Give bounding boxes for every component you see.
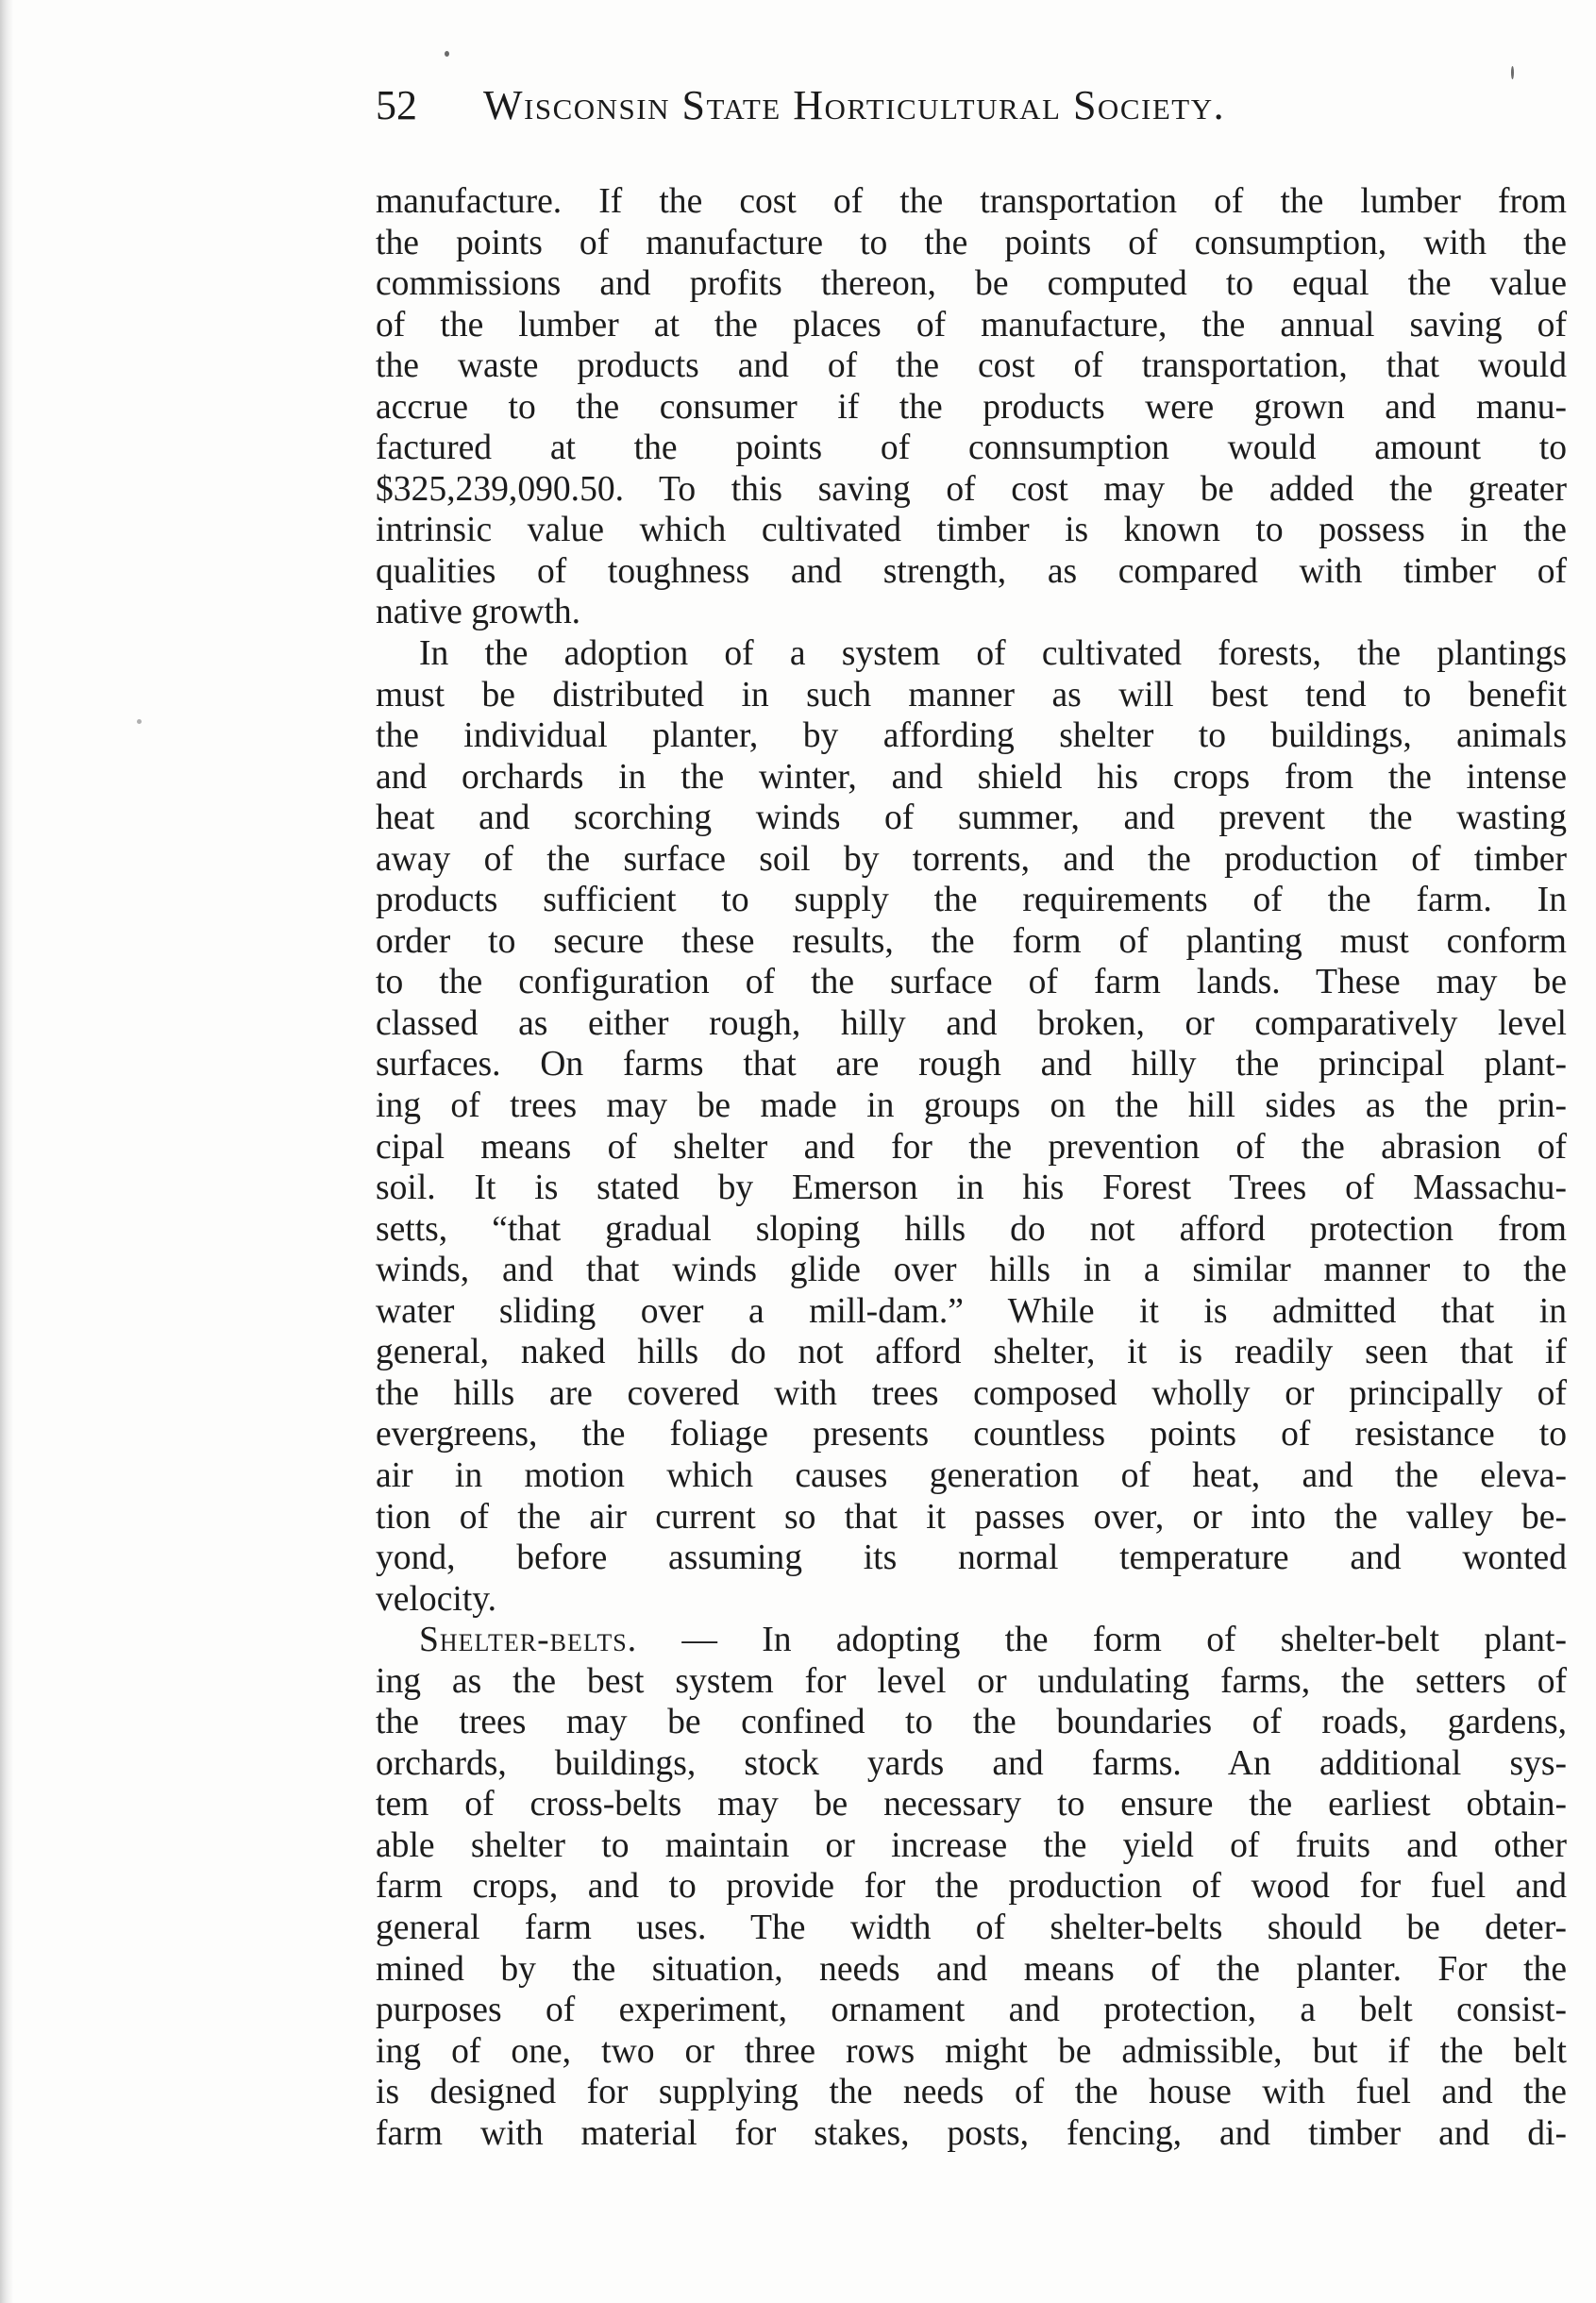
text-line: general, naked hills do not afford shelter, it is readily seen that if: [376, 1333, 1567, 1372]
paragraph-2: [376, 633, 1567, 1620]
text-line: commissions and profits thereon, be computed to equal the value: [376, 264, 1567, 304]
text-line: farm with material for stakes, posts, fencing, and timber and di-: [376, 2113, 1567, 2153]
text-line: ing of trees may be made in groups on the hill sides as the prin-: [376, 1086, 1567, 1126]
text-line: mined by the situation, needs and means of the planter. For the: [376, 1949, 1567, 1989]
text-line: yond, before assuming its normal temperature and wonted: [376, 1538, 1567, 1578]
text-line: is designed for supplying the needs of the house with fuel and the: [376, 2073, 1567, 2112]
text-line: general farm uses. The width of shelter-belts should be deter-: [376, 1908, 1567, 1947]
text-line: [376, 1620, 1567, 1661]
text-line: cipal means of shelter and for the prevention of the abrasion of: [376, 1127, 1567, 1167]
text-line: tion of the air current so that it passes over, or into the valley be-: [376, 1497, 1567, 1537]
text-line: evergreens, the foliage presents countless points of resistance to: [376, 1415, 1567, 1454]
section-heading: Shelter-belts.: [419, 1621, 638, 1660]
scan-speck: [137, 719, 142, 724]
text-line: native growth.: [376, 593, 581, 632]
text-line: water sliding over a mill-dam.” While it is admitted that in: [376, 1291, 1567, 1331]
text-line: order to secure these results, the form of planting must conform: [376, 921, 1567, 961]
text-line: tem of cross-belts may be necessary to ensure the earliest obtain-: [376, 1785, 1567, 1824]
text-line: products sufficient to supply the requirements of the farm. In: [376, 881, 1567, 920]
text-line: soil. It is stated by Emerson in his Forest Trees of Massachu-: [376, 1168, 1567, 1208]
text-line: ing of one, two or three rows might be admissible, but if the belt: [376, 2031, 1567, 2071]
scan-speck: [445, 51, 449, 57]
body-text: [376, 181, 1567, 2154]
text-line: the hills are covered with trees composed wholly or principally of: [376, 1373, 1567, 1413]
text-line: winds, and that winds glide over hills in a similar manner to the: [376, 1251, 1567, 1290]
text-line: the trees may be confined to the boundaries of roads, gardens,: [376, 1703, 1567, 1742]
text-line: ing as the best system for level or undulating farms, the setters of: [376, 1661, 1567, 1701]
text-line: surfaces. On farms that are rough and hilly the principal plant-: [376, 1045, 1567, 1084]
scan-speck: [1511, 66, 1514, 79]
paragraph-1: [376, 181, 1567, 633]
text-line: intrinsic value which cultivated timber is known to possess in the: [376, 511, 1567, 550]
page-number: 52: [376, 82, 417, 128]
text-line: the individual planter, by affording shelter to buildings, animals: [376, 716, 1567, 756]
text-line: air in motion which causes generation of heat, and the eleva-: [376, 1455, 1567, 1495]
text-line: qualities of toughness and strength, as compared with timber of: [376, 551, 1567, 591]
text-line: factured at the points of connsumption would amount to: [376, 429, 1567, 468]
text-line-rest: — In adopting the form of shelter-belt plant-: [637, 1621, 1567, 1660]
text-line: able shelter to maintain or increase the yield of fruits and other: [376, 1825, 1567, 1865]
text-line: must be distributed in such manner as will best tend to benefit: [376, 675, 1567, 714]
text-line: heat and scorching winds of summer, and prevent the wasting: [376, 798, 1567, 838]
paragraph-3: [376, 1620, 1567, 2154]
text-line: away of the surface soil by torrents, and the production of timber: [376, 839, 1567, 879]
text-line: the points of manufacture to the points of consumption, with the: [376, 223, 1567, 262]
text-line: of the lumber at the places of manufacture, the annual saving of: [376, 305, 1567, 345]
text-line: the waste products and of the cost of transportation, that would: [376, 346, 1567, 386]
text-line: setts, “that gradual sloping hills do not afford protection from: [376, 1209, 1567, 1249]
text-line: velocity.: [376, 1579, 496, 1619]
scan-edge: [0, 0, 13, 2303]
text-line: farm crops, and to provide for the production of wood for fuel and: [376, 1867, 1567, 1907]
text-line: and orchards in the winter, and shield his crops from the intense: [376, 757, 1567, 797]
text-line: classed as either rough, hilly and broken, or comparatively level: [376, 1003, 1567, 1043]
running-title: Wisconsin State Horticultural Society.: [483, 82, 1226, 128]
text-line: $325,239,090.50. To this saving of cost may be added the greater: [376, 469, 1567, 509]
text-line: to the configuration of the surface of farm lands. These may be: [376, 963, 1567, 1002]
text-line: In the adoption of a system of cultivated forests, the plantings: [419, 634, 1567, 674]
text-line: accrue to the consumer if the products were grown and manu-: [376, 387, 1567, 427]
text-line: orchards, buildings, stock yards and farms. An additional sys-: [376, 1743, 1567, 1783]
running-header: [376, 81, 1414, 129]
text-line: manufacture. If the cost of the transportation of the lumber from: [376, 182, 1567, 221]
text-line: purposes of experiment, ornament and protection, a belt consist-: [376, 1991, 1567, 2030]
